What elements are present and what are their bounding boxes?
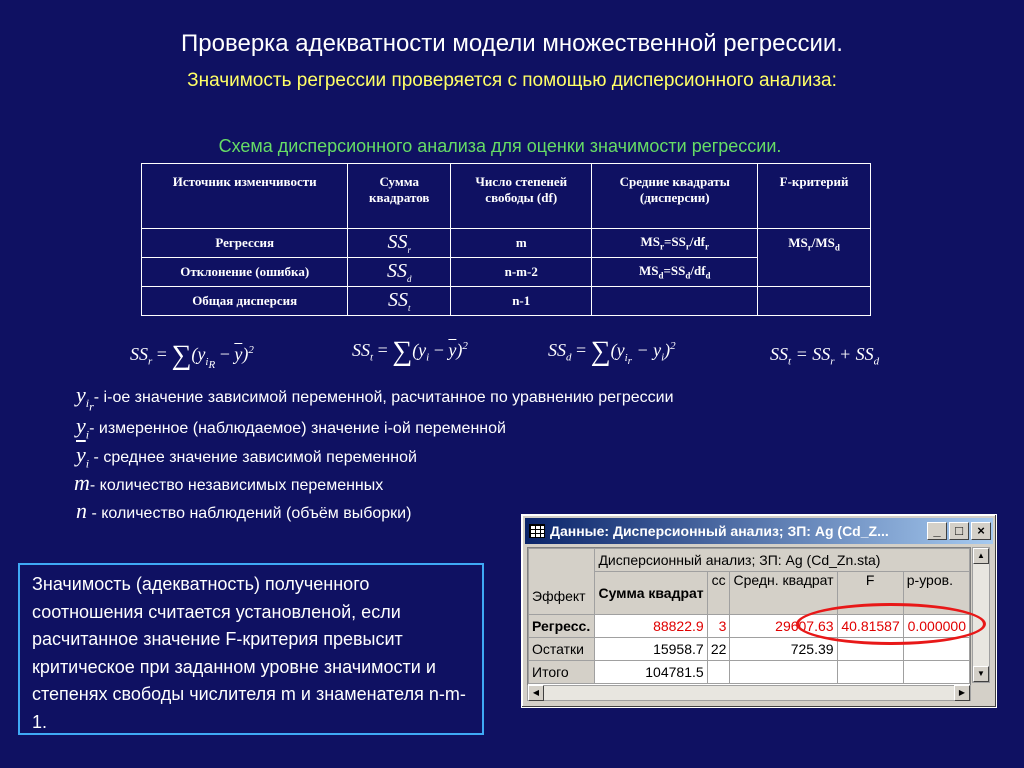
- col-sum-squares[interactable]: Сумма квадрат: [595, 572, 707, 615]
- header-source: Источник изменчивости: [142, 164, 348, 229]
- cell-df[interactable]: [707, 661, 730, 684]
- cell-p-level[interactable]: [903, 661, 969, 684]
- table-row[interactable]: [529, 661, 970, 684]
- source-cell: Регрессия: [142, 229, 348, 258]
- slide-title: Проверка адекватности модели множественной регрессии.: [181, 30, 843, 57]
- ss-cell: $SS_d$: [348, 258, 451, 287]
- anova-row-regression: [142, 229, 871, 258]
- row-label[interactable]: Итого: [529, 661, 595, 684]
- formula-ss-total: $SS_t = \sum(y_i - \overline{y})^2$: [352, 336, 468, 367]
- ss-cell: $SS_t$: [348, 287, 451, 316]
- f-value-highlight-ellipse: [796, 603, 986, 645]
- window-titlebar[interactable]: [525, 518, 993, 544]
- row-label[interactable]: Остатки: [529, 638, 595, 661]
- cell-df[interactable]: 3: [707, 615, 730, 638]
- anova-row-total: [142, 287, 871, 316]
- df-cell: m: [451, 229, 592, 258]
- header-df: Число степеней свободы (df): [451, 164, 592, 229]
- header-mean-squares: Средние квадраты (дисперсии): [592, 164, 758, 229]
- grid-caption-row: [529, 549, 970, 572]
- cell-mean-squares[interactable]: 29607.63: [730, 615, 837, 638]
- ms-cell: $MS_d=SS_d/df_d$: [592, 258, 758, 287]
- df-cell: n-m-2: [451, 258, 592, 287]
- source-cell: Общая дисперсия: [142, 287, 348, 316]
- cell-sum-squares[interactable]: 15958.7: [595, 638, 707, 661]
- cell-mean-squares[interactable]: [730, 661, 837, 684]
- col-df[interactable]: сс: [707, 572, 730, 615]
- slide-subtitle: Значимость регрессии проверяется с помощью дисперсионного анализа:: [187, 70, 837, 91]
- scroll-up-icon[interactable]: ▲: [973, 548, 989, 564]
- formula-ss-regression: $SS_r = \sum(y_{i_R} - \overline{y})^2$: [130, 340, 254, 371]
- header-f-criterion: F-критерий: [758, 164, 871, 229]
- minimize-button[interactable]: _: [927, 522, 947, 540]
- cell-df[interactable]: 22: [707, 638, 730, 661]
- df-cell: n-1: [451, 287, 592, 316]
- cell-sum-squares[interactable]: 88822.9: [595, 615, 707, 638]
- cell-mean-squares[interactable]: 725.39: [730, 638, 837, 661]
- ms-cell-empty: [592, 287, 758, 316]
- anova-scheme-table: [141, 163, 871, 316]
- scroll-down-icon[interactable]: ▼: [973, 666, 989, 682]
- legend-item-m: m- количество независимых переменных: [74, 470, 384, 495]
- legend-item-observed: $y_i-$ измеренное (наблюдаемое) значение i-ой переменной: [76, 413, 506, 442]
- schema-title: Схема дисперсионного анализа для оценки значимости регрессии.: [218, 136, 782, 156]
- header-sum-squares: Сумма квадратов: [348, 164, 451, 229]
- close-button[interactable]: ×: [971, 522, 991, 540]
- formula-ss-deviation: $SS_d = \sum(y_{i_r} - y_i)^2$: [548, 336, 676, 367]
- anova-header-row: [142, 164, 871, 229]
- spreadsheet-icon: [529, 524, 545, 538]
- scroll-left-icon[interactable]: ◀: [528, 685, 544, 701]
- cell-f[interactable]: 40.81587: [837, 615, 903, 638]
- col-f[interactable]: F: [837, 572, 903, 615]
- cell-p-level[interactable]: 0.000000: [903, 615, 969, 638]
- cell-f[interactable]: [837, 661, 903, 684]
- cell-sum-squares[interactable]: 104781.5: [595, 661, 707, 684]
- formula-ss-decomposition: $SS_t = SS_r + SS_d$: [770, 344, 880, 368]
- ss-cell: $SS_r$: [348, 229, 451, 258]
- col-mean-squares[interactable]: Средн. квадрат: [730, 572, 837, 615]
- effect-header-cell: Эффект: [529, 549, 595, 615]
- maximize-button[interactable]: □: [949, 522, 969, 540]
- horizontal-scrollbar[interactable]: [527, 685, 971, 701]
- f-cell-empty: [758, 287, 871, 316]
- col-p-level[interactable]: р-уров.: [903, 572, 969, 615]
- source-cell: Отклонение (ошибка): [142, 258, 348, 287]
- legend-item-mean: $\overline{y}_i$ - среднее значение зависимой переменной: [76, 442, 417, 471]
- ms-cell: $MS_r=SS_r/df_r$: [592, 229, 758, 258]
- legend-item-predicted: $y_{i_r}-$ i-ое значение зависимой переменной, расчитанное по уравнению регрессии: [76, 382, 674, 414]
- grid-caption: Дисперсионный анализ; ЗП: Ag (Cd_Zn.sta): [595, 549, 970, 572]
- scroll-right-icon[interactable]: ▶: [954, 685, 970, 701]
- legend-item-n: n - количество наблюдений (объём выборки): [76, 498, 412, 523]
- significance-note-box: Значимость (адекватность) полученного соотношения считается установленой, если расчитанное значение F-критерия превысит критическое при заданном уровне значимости и степенях свободы числителя m и знаменателя n-m-1.: [18, 563, 484, 735]
- window-title: Данные: Дисперсионный анализ; ЗП: Ag (Cd_Z...: [550, 523, 889, 539]
- f-value-cell: $MS_r/MS_d$: [758, 229, 871, 287]
- row-label[interactable]: Регресс.: [529, 615, 595, 638]
